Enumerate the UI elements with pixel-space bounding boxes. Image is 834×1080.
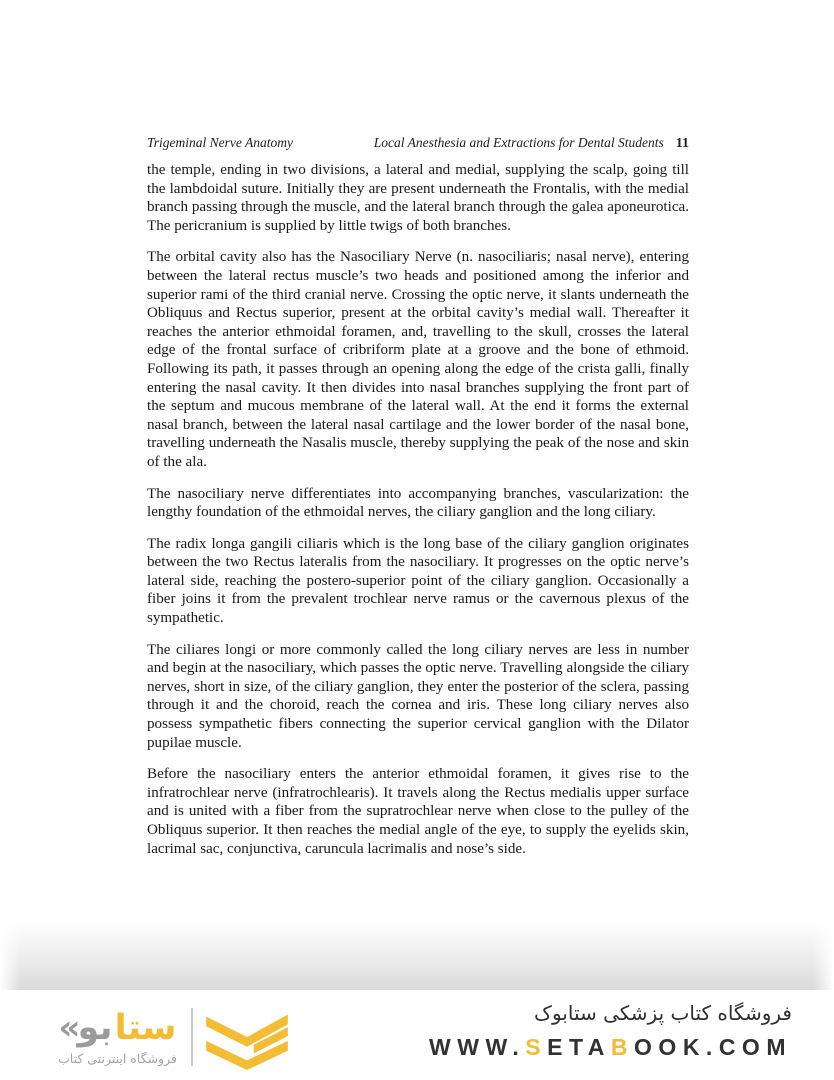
logo-divider <box>191 1008 193 1066</box>
page-number: 11 <box>675 136 689 151</box>
paragraph-nasociliary-nerve: The orbital cavity also has the Nasociliary Nerve (n. nasociliaris; nasal nerve), entering between the lateral rectus muscle’s two heads and positioned among the inferior and superior rami of the third cranial nerve. Crossing the optic nerve, it slants underneath the Obliquus and Rectus superior, present at the orbital cavity’s medial wall. Thereafter it reaches the anterior ethmoidal foramen, and, travelling to the skull, crosses the lateral edge of the frontal surface of cribriform plate at a groove and the bone of ethmoid. Following its path, it passes through an opening along the edge of the crista galli, finally entering the nasal cavity. It then divides into nasal branches supplying the front part of the septum and mucous membrane of the lateral wall. At the end it forms the external nasal branch, between the lateral nasal cartilage and the lower border of the nasal bone, travelling underneath the Nasalis muscle, thereby supplying the peak of the nose and skin of the ala. <box>147 249 689 470</box>
page-body-text <box>147 161 689 871</box>
store-info-block <box>429 1000 792 1061</box>
store-url <box>429 1034 792 1061</box>
running-header-section-title: Trigeminal Nerve Anatomy <box>147 135 293 150</box>
url-part-www: WWW. <box>429 1034 526 1060</box>
url-part-eta: ETA <box>547 1034 611 1060</box>
running-header-book-title: Local Anesthesia and Extractions for Dental Students <box>373 135 664 150</box>
running-header-right <box>374 135 689 152</box>
paragraph-radix-longa: The radix longa gangili ciliaris which is the long base of the ciliary ganglion originates between the two Rectus lateralis from the nasociliary. It progresses on the optic nerve’s lateral side, reaching the postero-superior point of the ciliary ganglion. Occasionally a fiber joins it from the prevalent trochlear nerve ramus or the cavernous plexus of the sympathetic. <box>147 535 689 627</box>
page-bottom-shadow <box>0 921 834 990</box>
wordmark-chevron-icon: « <box>58 1008 77 1048</box>
url-letter-b: B <box>610 1034 635 1060</box>
wordmark-gray-letters: بو <box>77 1008 113 1048</box>
logo-tagline: فروشگاه اینترنتی کتاب <box>58 1051 177 1066</box>
url-part-ookcom: OOK.COM <box>634 1034 792 1060</box>
setabook-logo <box>58 1002 291 1072</box>
setabook-wordmark-block <box>58 1008 177 1066</box>
paragraph-nerve-branches: The nasociliary nerve differentiates into accompanying branches, vascularization: the lengthy foundation of the ethmoidal nerves, the ciliary ganglion and the long ciliary. <box>147 485 689 521</box>
page-header <box>147 135 689 152</box>
url-letter-s: S <box>525 1034 548 1060</box>
paragraph-ciliares-longi: The ciliares longi or more commonly called the long ciliary nerves are less in number and begin at the nasociliary, which passes the optic nerve. Travelling alongside the ciliary nerves, short in size, of the ciliary ganglion, they enter the posterior of the sclera, passing through it and the choroid, reach the cornea and iris. These long ciliary nerves also possess sympathetic fibers connecting the superior cervical ganglion with the Dilator pupilae muscle. <box>147 641 689 751</box>
store-title-farsi: فروشگاه کتاب پزشکی ستابوک <box>534 1001 792 1025</box>
setabook-wordmark <box>59 1008 177 1048</box>
paragraph-infratrochlear-nerve: Before the nasociliary enters the anterior ethmoidal foramen, it gives rise to the infratrochlear nerve (infratrochlearis). It travels along the Rectus medialis upper surface and is united with a fiber from the supratrochlear nerve when close to the pulley of the Obliquus superior. It then reaches the medial angle of the eye, to supply the eyelids skin, lacrimal sac, conjunctiva, caruncula lacrimalis and nose’s side. <box>147 766 689 857</box>
wordmark-yellow-letters: ستا <box>114 1008 177 1048</box>
paragraph-temple-branches: the temple, ending in two divisions, a lateral and medial, supplying the scalp, going till the lambdoidal suture. Initially they are present underneath the Frontalis, with the medial branch passing through the muscle, and the lateral branch through the galea aponeurotica. The pericranium is supplied by little twigs of both branches. <box>147 162 689 234</box>
brand-footer <box>0 998 834 1080</box>
setabook-chevron-emblem-icon <box>203 1002 291 1072</box>
